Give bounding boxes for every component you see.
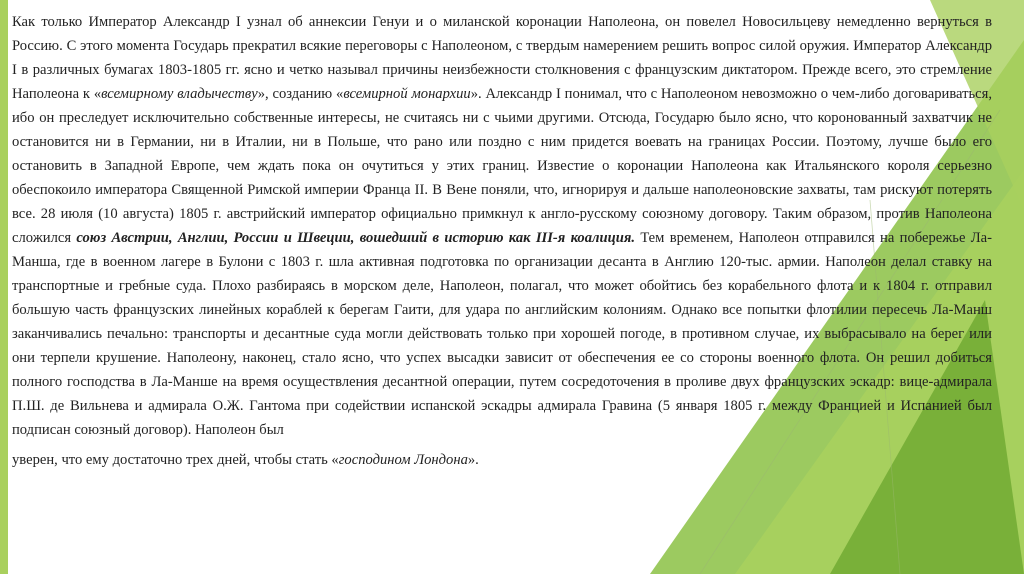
quote-world-domination: всемирному владычеству bbox=[101, 86, 258, 102]
paragraph bbox=[12, 10, 992, 472]
main-text bbox=[12, 10, 992, 472]
left-green-bar bbox=[0, 0, 8, 574]
coalition-highlight: союз Австрии, Англии, России и Швеции, вошедший в историю как III-я коалиция. bbox=[76, 230, 636, 246]
text-segment: ». Александр I понимал, что с Наполеоном невозможно о чем-либо договариваться, ибо он преследует исключительно собственные интересы, не считаясь ни с чьими другими. Отсюда, Государю было ясно, что коронованный захватчик не остановится ни в Германии, ни в Италии, ни в Польше, что рано или поздно с ним придется воевать на границах России. Поэтому, лучше было его остановить в Западной Европе, чем ждать пока он очутиться у этих границ. Известие о коронации Наполеона как Итальянского короля серьезно обеспокоило императора Священной Римской империи Франца II. В Вене поняли, что, игнорируя и дальше наполеоновские захваты, там рискуют потерять все. 28 июля (10 августа) 1805 г. австрийский император официально примкнул к англо-русскому союзному договору. Таким образом, против Наполеона сложился bbox=[12, 86, 992, 246]
text-segment: Тем временем, Наполеон отправился на побережье Ла-Манша, где в военном лагере в Булони с 1803 г. шла активная подготовка по организации десанта в Англию 120-тыс. армии. Наполеон делал ставку на транспортные и гребные суда. Плохо разбираясь в морском деле, Наполеон, полагал, что может обойтись без корабельного флота и к 1804 г. отправил большую часть французских линейных кораблей к берегам Гаити, для удара по английским колониям. Однако все попытки флотилии пересечь Ла-Манш заканчивались печально: транспорты и десантные суда могли действовать только при хорошей погоде, в противном случае, их выбрасывало на берег или они терпели крушение. Наполеону, наконец, стало ясно, что успех высадки зависит от обеспечения ее со стороны военного флота. Он решил добиться полного господства в Ла-Манше на время осуществления десантной операции, путем сосредоточения в проливе двух французских эскадр: вице-адмирала П.Ш. де Вильнева и адмирала О.Ж. Гантома при содействии испанской эскадры адмирала Гравина (5 января 1805 г. между Францией и Испанией был подписан союзный договор). Наполеон был bbox=[12, 230, 992, 438]
text-segment: », созданию « bbox=[257, 86, 344, 102]
text-segment: ». bbox=[467, 452, 479, 468]
last-line bbox=[12, 448, 992, 472]
quote-world-monarchy: всемирной монархии bbox=[343, 86, 471, 102]
quote-master-of-london: господином Лондона bbox=[338, 452, 468, 468]
text-segment: Как только Император Александр I узнал об аннексии Генуи и о миланской коронации Наполеона, он повелел Новосильцеву немедленно вернуться в Россию. С этого момента Государь прекратил всякие переговоры с Наполеоном, с твердым намерением решить вопрос силой оружия. Император Александр I в различных бумагах 1803-1805 гг. ясно и четко называл причины неизбежности столкновения с французским диктатором. Прежде всего, это стремление Наполеона к « bbox=[12, 14, 992, 102]
text-segment: уверен, что ему достаточно трех дней, чтобы стать « bbox=[12, 452, 339, 468]
